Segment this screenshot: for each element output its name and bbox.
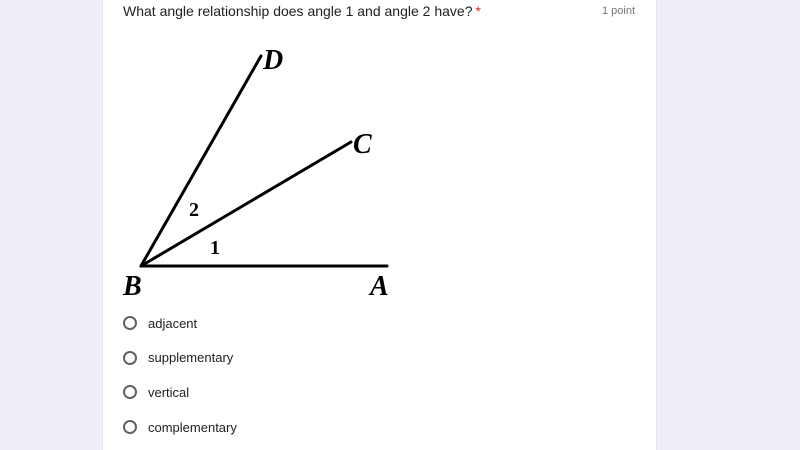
- question-text: What angle relationship does angle 1 and angle 2 have?: [123, 3, 473, 19]
- radio-button[interactable]: [123, 385, 137, 399]
- option-vertical[interactable]: [123, 375, 237, 410]
- angle-diagram: [103, 36, 423, 306]
- label-b: B: [123, 271, 142, 302]
- ray-bd: [141, 56, 261, 266]
- question-card: [102, 0, 657, 450]
- option-supplementary[interactable]: [123, 341, 237, 376]
- points-label: 1 point: [601, 5, 635, 17]
- option-complementary[interactable]: [123, 410, 237, 445]
- radio-button[interactable]: [123, 420, 137, 434]
- answer-options: [123, 306, 237, 444]
- option-label: adjacent: [148, 315, 198, 331]
- question-title: [123, 3, 481, 19]
- label-c: C: [353, 129, 372, 160]
- option-adjacent[interactable]: [123, 306, 237, 341]
- required-asterisk: *: [475, 3, 481, 19]
- ray-bc: [141, 142, 351, 266]
- radio-button[interactable]: [123, 351, 137, 365]
- label-a: A: [370, 271, 389, 302]
- radio-button[interactable]: [123, 316, 137, 330]
- option-label: vertical: [148, 384, 190, 400]
- option-label: supplementary: [148, 350, 234, 366]
- option-label: complementary: [148, 419, 237, 435]
- label-d: D: [263, 45, 284, 76]
- angle-label-1: 1: [210, 237, 220, 259]
- angle-label-2: 2: [189, 199, 199, 221]
